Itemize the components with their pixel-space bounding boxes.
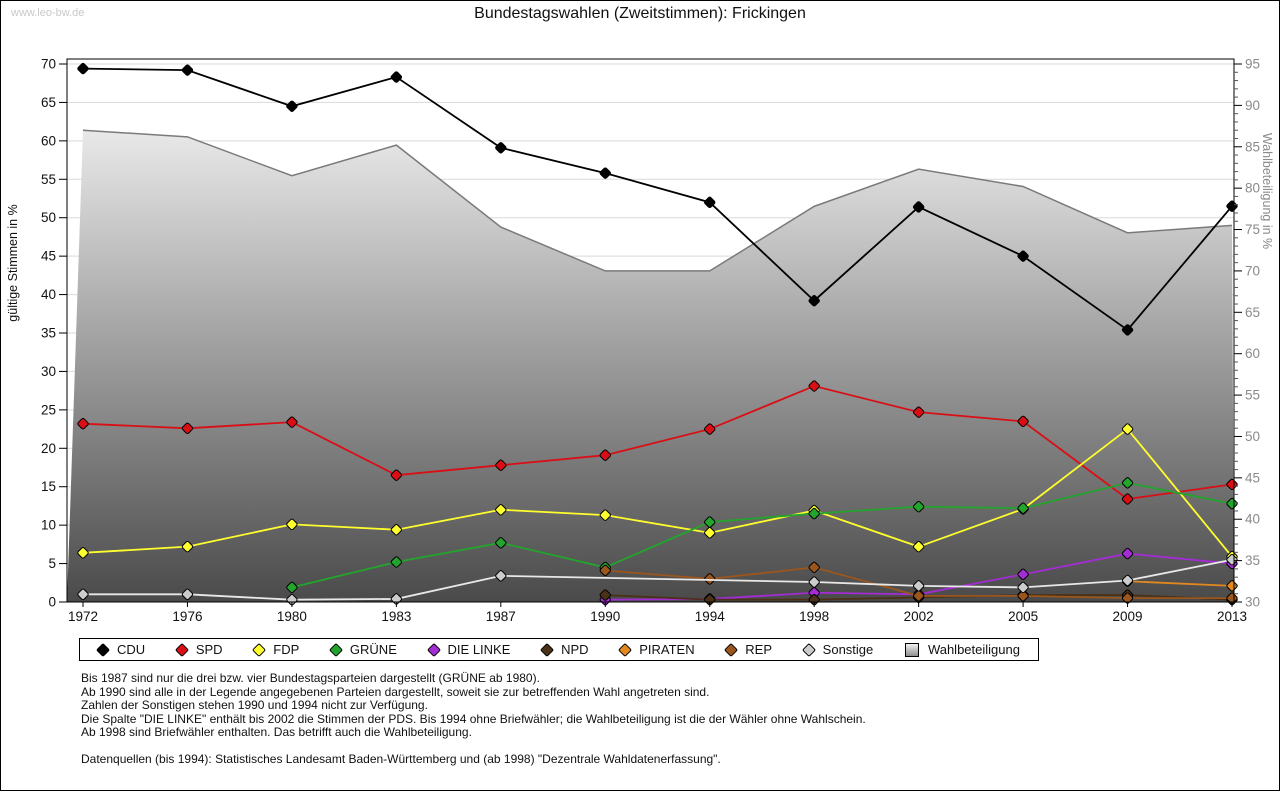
x-axis-year-label: 2002 <box>903 609 934 624</box>
right-axis-tick-label: 45 <box>1245 470 1261 486</box>
legend-label: SPD <box>195 642 223 657</box>
legend-diamond-icon <box>252 642 266 656</box>
left-axis-tick-label: 15 <box>40 479 56 495</box>
right-axis-tick-label: 50 <box>1245 428 1261 444</box>
x-axis-year-label: 1972 <box>67 609 99 624</box>
legend-item-wahlbeteiligung <box>905 642 1020 657</box>
legend-item-grüne <box>331 642 397 657</box>
legend-item-cdu <box>98 642 145 657</box>
left-axis-tick-label: 40 <box>40 287 56 303</box>
legend-label: REP <box>745 642 772 657</box>
legend-label: DIE LINKE <box>447 642 511 657</box>
left-axis-tick-label: 35 <box>40 325 56 341</box>
left-axis-tick-label: 5 <box>48 556 56 572</box>
legend-item-rep <box>726 642 772 657</box>
right-axis-tick-label: 95 <box>1245 56 1261 72</box>
left-axis-tick-label: 70 <box>40 56 56 72</box>
legend-item-spd <box>177 642 223 657</box>
legend-diamond-icon <box>618 642 632 656</box>
legend-label: Sonstige <box>822 642 874 657</box>
legend-diamond-icon <box>540 642 554 656</box>
right-axis-tick-label: 90 <box>1245 97 1261 113</box>
x-axis-year-label: 2009 <box>1112 609 1143 624</box>
right-axis-tick-label: 80 <box>1245 180 1261 196</box>
right-axis-tick-label: 60 <box>1245 346 1261 362</box>
legend-diamond-icon <box>802 642 816 656</box>
footnote-line: Die Spalte "DIE LINKE" enthält bis 2002 die Stimmen der PDS. Bis 1994 ohne Briefwähler; die Wahlbeteiligung ist die der Wähler ohne Wahlschein. <box>81 711 866 726</box>
right-axis-tick-label: 40 <box>1245 511 1261 527</box>
right-axis-tick-label: 30 <box>1245 594 1261 610</box>
legend-label: FDP <box>273 642 300 657</box>
election-line-chart <box>1 51 1280 626</box>
x-axis-year-label: 1994 <box>694 609 725 624</box>
footnotes <box>81 672 866 767</box>
legend-diamond-icon <box>724 642 738 656</box>
x-axis-year-label: 1976 <box>172 609 203 624</box>
legend-item-die-linke <box>429 642 511 657</box>
x-axis-year-label: 1998 <box>799 609 830 624</box>
footnote-line: Bis 1987 sind nur die drei bzw. vier Bundestagsparteien dargestellt (GRÜNE ab 1980). <box>81 671 540 685</box>
left-axis-tick-label: 50 <box>40 210 56 226</box>
left-axis-title: gültige Stimmen in % <box>6 204 20 322</box>
legend-label: GRÜNE <box>349 642 397 657</box>
legend-diamond-icon <box>329 642 343 656</box>
legend-label: Wahlbeteiligung <box>927 642 1020 657</box>
legend-label: NPD <box>561 642 589 657</box>
footnote-line: Ab 1990 sind alle in der Legende angegebenen Parteien dargestellt, soweit sie zur betreffenden Wahl angetreten sind. <box>81 684 710 699</box>
legend-diamond-icon <box>426 642 440 656</box>
left-axis-tick-label: 20 <box>40 440 56 456</box>
legend-label: PIRATEN <box>639 642 695 657</box>
x-axis-year-label: 1987 <box>485 609 516 624</box>
page-title: Bundestagswahlen (Zweitstimmen): Frickingen <box>474 5 806 22</box>
right-axis-tick-label: 75 <box>1245 222 1261 238</box>
right-axis-title: Wahlbeteiligung in % <box>1260 132 1274 250</box>
right-axis-tick-label: 65 <box>1245 304 1261 320</box>
footnote-line: Ab 1998 sind Briefwähler enthalten. Das betrifft auch die Wahlbeteiligung. <box>81 725 472 739</box>
x-axis-year-label: 1983 <box>381 609 412 624</box>
legend-item-piraten <box>620 642 694 657</box>
left-axis-tick-label: 25 <box>40 402 56 418</box>
left-axis-tick-label: 10 <box>40 517 56 533</box>
right-axis-tick-label: 55 <box>1245 387 1261 403</box>
left-axis-tick-label: 65 <box>40 94 56 110</box>
footnote-line: Zahlen der Sonstigen stehen 1990 und 1994 nicht zur Verfügung. <box>81 698 428 712</box>
footnote-line: Datenquellen (bis 1994): Statistisches Landesamt Baden-Württemberg und (ab 1998) "Dezentrale Wahldatenerfassung". <box>81 752 721 766</box>
legend-item-sonstige <box>804 642 874 657</box>
legend-square-icon <box>905 643 919 657</box>
legend-diamond-icon <box>175 642 189 656</box>
watermark: www.leo-bw.de <box>11 7 85 19</box>
left-axis-tick-label: 60 <box>40 133 56 149</box>
left-axis-tick-label: 55 <box>40 171 56 187</box>
right-axis-tick-label: 70 <box>1245 263 1261 279</box>
x-axis-year-label: 2005 <box>1008 609 1039 624</box>
legend-diamond-icon <box>96 642 110 656</box>
x-axis-year-label: 1980 <box>276 609 307 624</box>
footnote-line <box>81 740 866 754</box>
legend <box>79 638 1039 661</box>
x-axis-year-label: 1990 <box>590 609 621 624</box>
left-axis-tick-label: 0 <box>48 594 56 610</box>
right-axis-tick-label: 85 <box>1245 139 1261 155</box>
legend-label: CDU <box>117 642 146 657</box>
left-axis-tick-label: 45 <box>40 248 56 264</box>
legend-item-fdp <box>254 642 299 657</box>
right-axis-tick-label: 35 <box>1245 553 1261 569</box>
left-axis-tick-label: 30 <box>40 363 56 379</box>
x-axis-year-label: 2013 <box>1216 609 1248 624</box>
legend-item-npd <box>542 642 588 657</box>
